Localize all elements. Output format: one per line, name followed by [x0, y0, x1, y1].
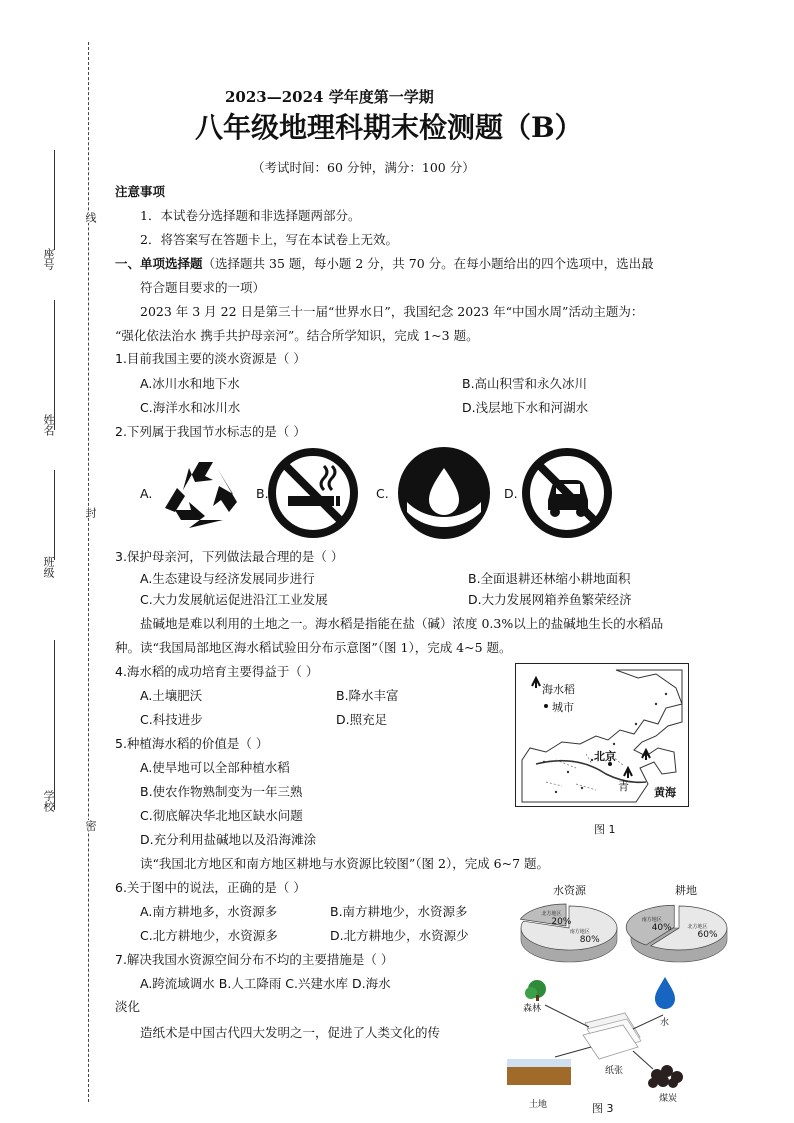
paper-stack-icon — [583, 1013, 641, 1059]
fig1-legend-rice: 海水稻 — [542, 683, 575, 696]
fig3-label-land: 土地 — [529, 1100, 548, 1110]
q3-option-c: C.大力发展航运促进沿江工业发展 — [140, 592, 328, 607]
pie-category-label-0: 北方地区 — [687, 924, 708, 931]
intro4-line1: 造纸术是中国古代四大发明之一，促进了人类文化的传 — [140, 1025, 441, 1040]
figure-3-caption: 图 3 — [592, 1102, 614, 1115]
section-desc-2: 符合题目要求的一项） — [140, 280, 266, 295]
recycle-icon — [155, 450, 247, 538]
margin-underline-1 — [54, 150, 55, 250]
q2-option-a: A. — [140, 486, 153, 501]
intro1-line1: 2023 年 3 月 22 日是第三十一届“世界水日”，我国纪念 2023 年“中国水周”活动主题为： — [140, 304, 644, 319]
intro2-line2: 种。读“我国局部地区海水稻试验田分布示意图”（图 1），完成 4~5 题。 — [115, 640, 512, 655]
margin-label-class: 班级 — [42, 556, 55, 578]
pie-category-label-0: 南方地区 — [569, 929, 590, 936]
q5-option-d: D.充分利用盐碱地以及沿海滩涂 — [140, 832, 317, 847]
notice-heading: 注意事项 — [115, 184, 166, 199]
q6-option-a: A.南方耕地多，水资源多 — [140, 904, 278, 919]
pie-farmland — [626, 905, 727, 962]
intro1-line2: “强化依法治水 携手共护母亲河”。结合所学知识，完成 1~3 题。 — [115, 328, 479, 343]
q3-option-d: D.大力发展网箱养鱼繁荣经济 — [468, 592, 632, 607]
notice-item-2: 2．将答案写在答题卡上，写在本试卷上无效。 — [140, 232, 398, 247]
tree-icon — [525, 980, 546, 1001]
fig3-label-paper: 纸张 — [605, 1066, 624, 1076]
year-line: 2023—2024 学年度第一学期 — [225, 88, 434, 106]
pie-value-label-0: 80% — [579, 935, 600, 946]
fig3-label-forest: 森林 — [523, 1004, 542, 1014]
q2-option-c: C. — [376, 486, 389, 501]
intro2-line1: 盐碱地是难以利用的土地之一。海水稻是指能在盐（碱）浓度 0.3%以上的盐碱地生长的水稻品 — [140, 616, 664, 631]
fig1-label-partial: 青 — [618, 780, 629, 793]
margin-underline-4 — [54, 640, 55, 810]
fig3-label-coal: 煤炭 — [659, 1094, 678, 1104]
land-photo-icon — [507, 1059, 571, 1085]
q4-option-b: B.降水丰富 — [336, 688, 399, 703]
q3-stem: 3.保护母亲河，下列做法最合理的是（ ） — [115, 549, 344, 564]
q1-option-c: C.海洋水和冰川水 — [140, 400, 241, 415]
q6-stem: 6.关于图中的说法，正确的是（ ） — [115, 880, 306, 895]
intro3-line1: 读“我国北方地区和南方地区耕地与水资源比较图”（图 2），完成 6~7 题。 — [140, 856, 550, 871]
q1-option-d: D.浅层地下水和河湖水 — [462, 400, 589, 415]
exam-info: （考试时间：60 分钟，满分：100 分） — [252, 160, 475, 175]
section-desc-1: （选择题共 35 题，每小题 2 分，共 70 分。在每小题给出的四个选项中，选出最 — [202, 256, 654, 271]
no-car-icon — [520, 446, 614, 540]
notice-item-1: 1．本试卷分选择题和非选择题两部分。 — [140, 208, 361, 223]
q1-option-b: B.高山积雪和永久冰川 — [462, 376, 588, 391]
section-heading-line — [115, 256, 654, 272]
q7-options: A.跨流域调水 B.人工降雨 C.兴建水库 D.海水 — [140, 976, 391, 991]
pie-value-label-1: 20% — [551, 916, 572, 927]
q5-option-a: A.使旱地可以全部种植水稻 — [140, 760, 290, 775]
q7-stem: 7.解决我国水资源空间分布不均的主要措施是（ ） — [115, 952, 394, 967]
figure-1-map — [515, 663, 689, 807]
pie2-title: 耕地 — [675, 884, 697, 897]
page-title: 八年级地理科期末检测题（B） — [195, 111, 583, 144]
no-smoking-icon — [266, 446, 360, 540]
q4-stem: 4.海水稻的成功培育主要得益于（ ） — [115, 664, 319, 679]
margin-underline-3 — [54, 470, 55, 560]
fig1-label-yellow-sea: 黄海 — [654, 786, 676, 799]
figure-1-caption: 图 1 — [594, 823, 616, 836]
figure-3-diagram — [505, 975, 720, 1110]
fig1-legend-city: 城市 — [552, 701, 574, 714]
fig3-label-water: 水 — [660, 1018, 670, 1028]
q1-stem: 1.目前我国主要的淡水资源是（ ） — [115, 351, 306, 366]
margin-label-seat: 座号 — [42, 248, 55, 270]
q2-option-d: D. — [504, 486, 518, 501]
pie1-title: 水资源 — [553, 884, 586, 897]
figure-2-pies — [515, 880, 730, 970]
section-heading: 一、单项选择题 — [115, 256, 203, 271]
pie-water-resources — [520, 904, 617, 962]
seal-mark-seal: 封 — [84, 507, 97, 518]
pie-category-label-1: 北方地区 — [541, 910, 562, 917]
q4-option-c: C.科技进步 — [140, 712, 203, 727]
q3-option-a: A.生态建设与经济发展同步进行 — [140, 571, 315, 586]
fig1-label-beijing: 北京 — [594, 750, 616, 763]
binding-dashed-line — [88, 42, 89, 1102]
water-drop-icon — [655, 977, 675, 1009]
q2-option-b: B. — [256, 486, 269, 501]
q6-option-b: B.南方耕地少，水资源多 — [330, 904, 468, 919]
q5-option-b: B.使农作物熟制变为一年三熟 — [140, 784, 303, 799]
q6-option-d: D.北方耕地少，水资源少 — [330, 928, 469, 943]
q4-option-a: A.土壤肥沃 — [140, 688, 203, 703]
q4-option-d: D.照充足 — [336, 712, 388, 727]
q7-options-wrap: 淡化 — [115, 999, 141, 1014]
margin-label-school: 学校 — [42, 790, 55, 812]
q2-stem: 2.下列属于我国节水标志的是（ ） — [115, 424, 306, 439]
pie-value-label-1: 40% — [651, 923, 672, 934]
pie-value-label-0: 60% — [697, 930, 718, 941]
q3-option-b: B.全面退耕还林缩小耕地面积 — [468, 571, 631, 586]
pie-category-label-1: 南方地区 — [641, 917, 662, 924]
q5-stem: 5.种植海水稻的价值是（ ） — [115, 736, 269, 751]
margin-underline-2 — [54, 300, 55, 430]
margin-label-name: 姓名 — [42, 414, 55, 436]
seal-mark-secret: 密 — [84, 820, 97, 831]
q1-option-a: A.冰川水和地下水 — [140, 376, 240, 391]
seal-mark-line: 线 — [84, 212, 97, 223]
q6-option-c: C.北方耕地少，水资源多 — [140, 928, 278, 943]
coal-icon — [648, 1065, 683, 1088]
q5-option-c: C.彻底解决华北地区缺水问题 — [140, 808, 303, 823]
water-saving-icon — [397, 446, 491, 540]
